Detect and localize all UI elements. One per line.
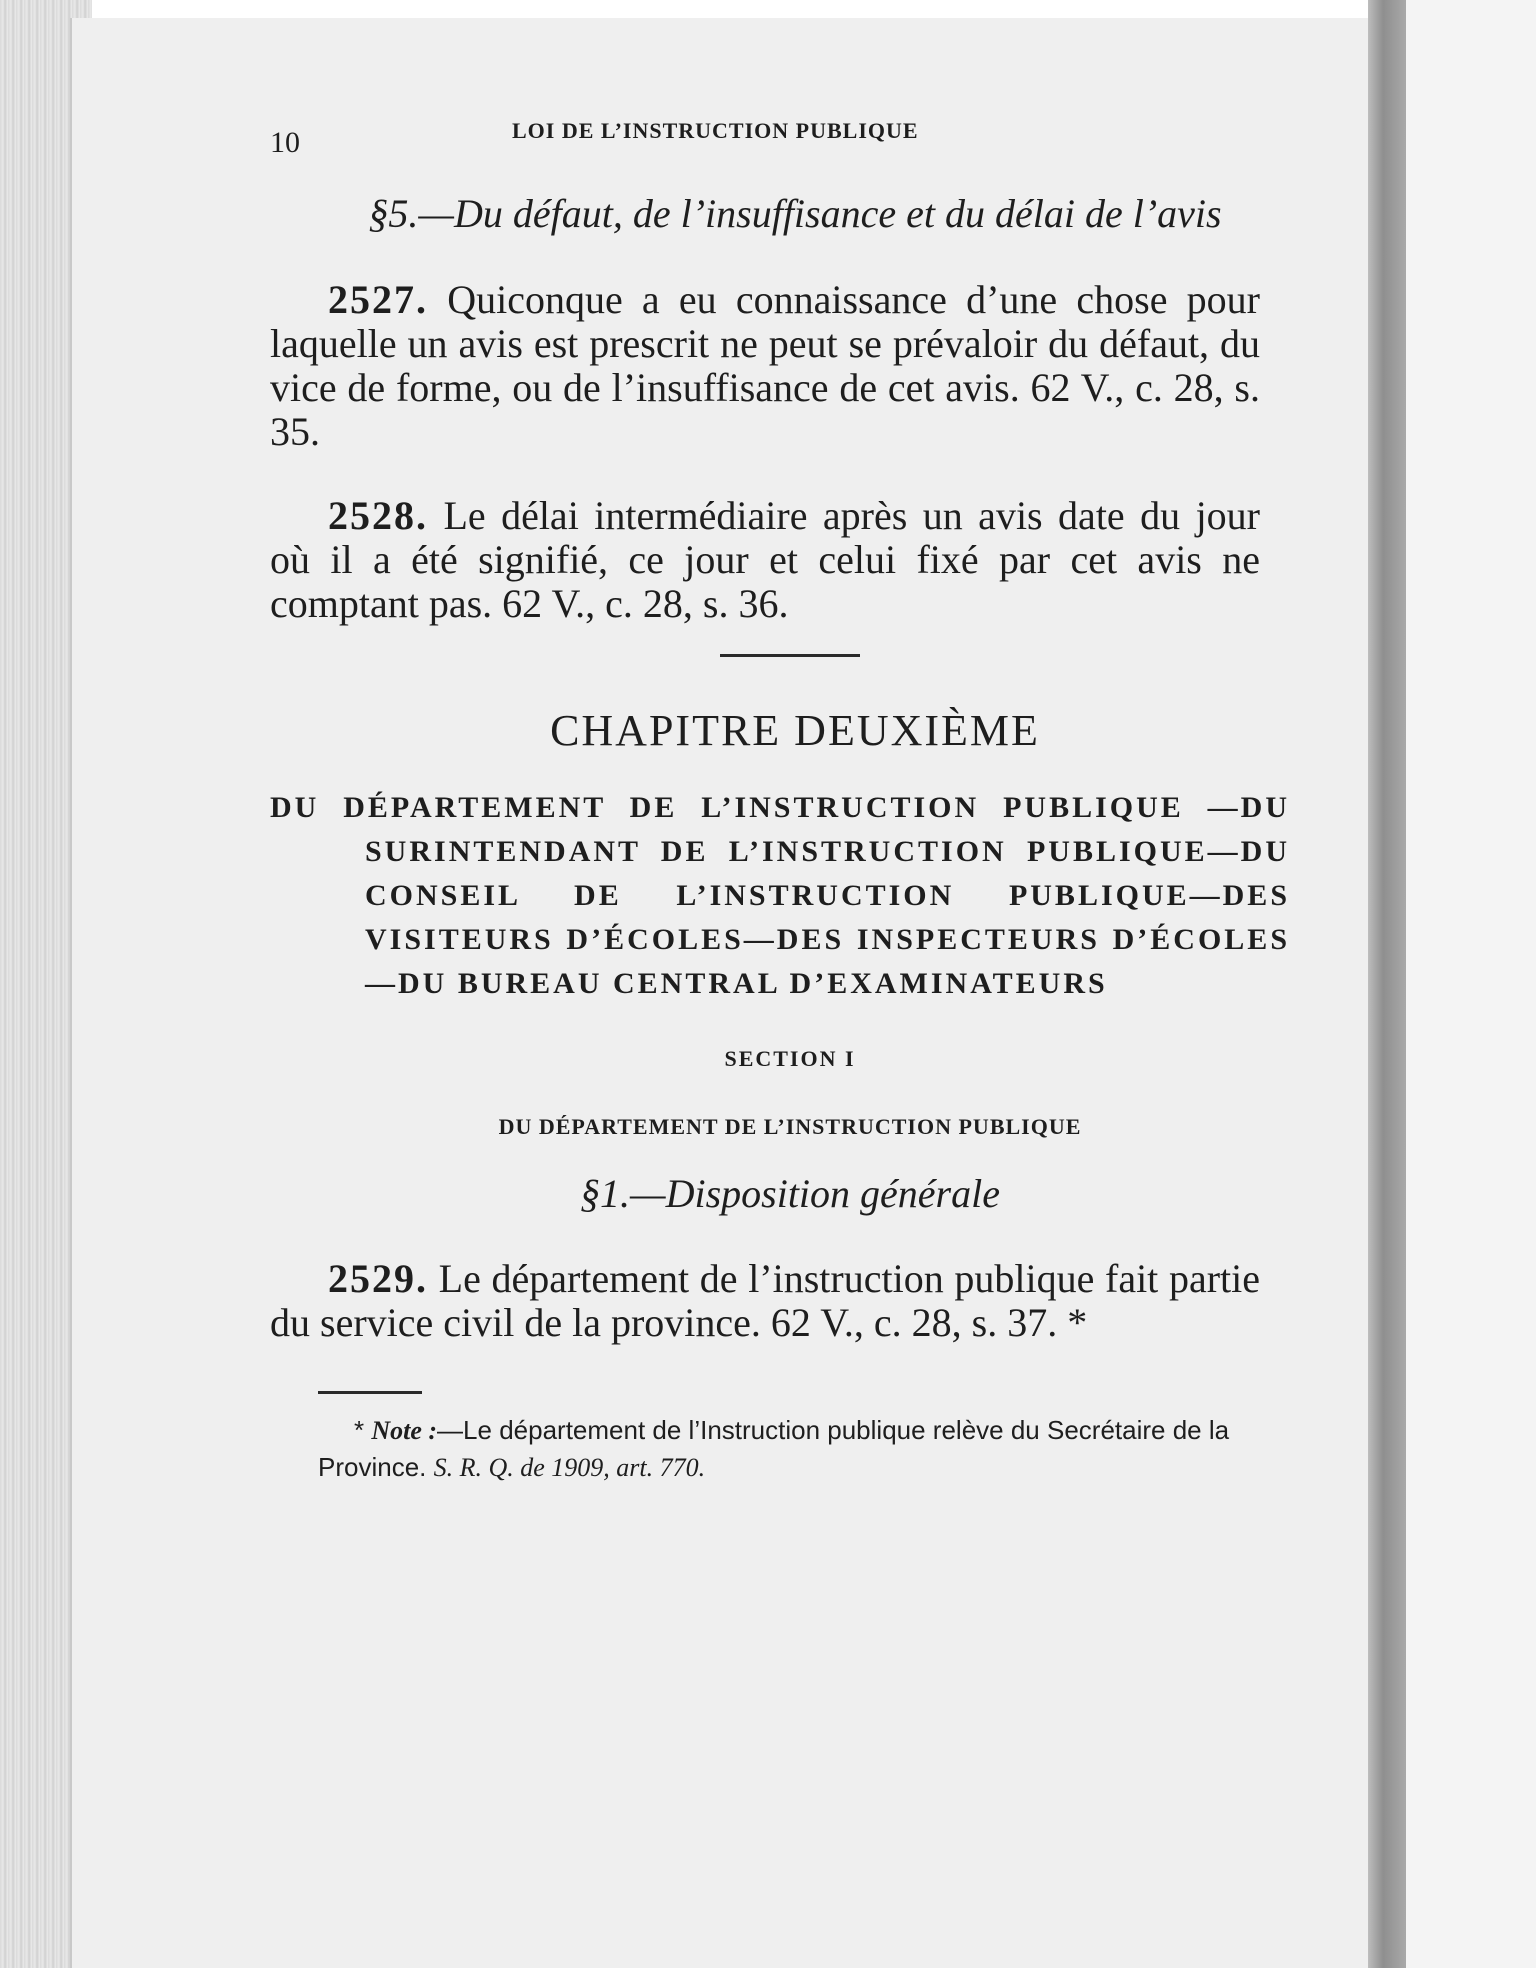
article-2529 [270, 1257, 1310, 1345]
article-2527 [270, 278, 1310, 454]
paragraph-heading: §1.—Disposition générale [580, 1171, 1000, 1216]
chapter-title: CHAPITRE DEUXIÈME [550, 706, 1040, 755]
article-text: Le département de l’instruction publique fait partie du service civil de la province. 62 V., c. 28, s. 37. * [270, 1256, 1260, 1345]
article-text: Le délai intermédiaire après un avis date du jour où il a été signifié, ce jour et celui fixé par cet avis ne comptant pas. 62 V., c. 28, s. 36. [270, 493, 1260, 626]
running-head [270, 110, 1310, 160]
article-number: 2527. [328, 277, 428, 322]
section-divider [720, 654, 860, 657]
section-title: DU DÉPARTEMENT DE L’INSTRUCTION PUBLIQUE [498, 1114, 1082, 1139]
book-gutter [1368, 0, 1406, 1968]
footnote-marker: * [354, 1415, 372, 1445]
footnote-text: —Le département de l’Instruction publique relève du Secrétaire de la Province. [318, 1415, 1230, 1482]
chapter-description: DU DÉPARTEMENT DE L’INSTRUCTION PUBLIQUE —DU SURINTENDANT DE L’INSTRUCTION PUBLIQUE—DU CONSEIL DE L’INSTRUCTION PUBLIQUE—DES VISITEURS D’ÉCOLES—DES INSPECTEURS D’ÉCOLES—DU BUREAU CENTRAL D’EXAMINATEURS [270, 791, 1290, 1000]
article-2528 [270, 494, 1310, 626]
article-number: 2528. [328, 493, 428, 538]
section-label: SECTION I [724, 1046, 856, 1071]
footnote [270, 1412, 1310, 1486]
footnote-reference: S. R. Q. de 1909, art. 770. [433, 1453, 706, 1482]
running-title: LOI DE L’INSTRUCTION PUBLIQUE [512, 118, 919, 143]
page-number: 10 [270, 126, 300, 159]
footnote-note-label: Note : [371, 1416, 438, 1445]
article-number: 2529. [328, 1256, 428, 1301]
article-text: Quiconque a eu connaissance d’une chose pour laquelle un avis est prescrit ne peut se prévaloir du défaut, du vice de forme, ou de l’insuffisance de cet avis. 62 V., c. 28, s. 35. [270, 277, 1260, 454]
page-content [270, 110, 1310, 1486]
subsection-heading: §5.—Du défaut, de l’insuffisance et du délai de l’avis [368, 191, 1222, 236]
footnote-divider [318, 1391, 422, 1394]
facing-page [1406, 0, 1536, 1968]
